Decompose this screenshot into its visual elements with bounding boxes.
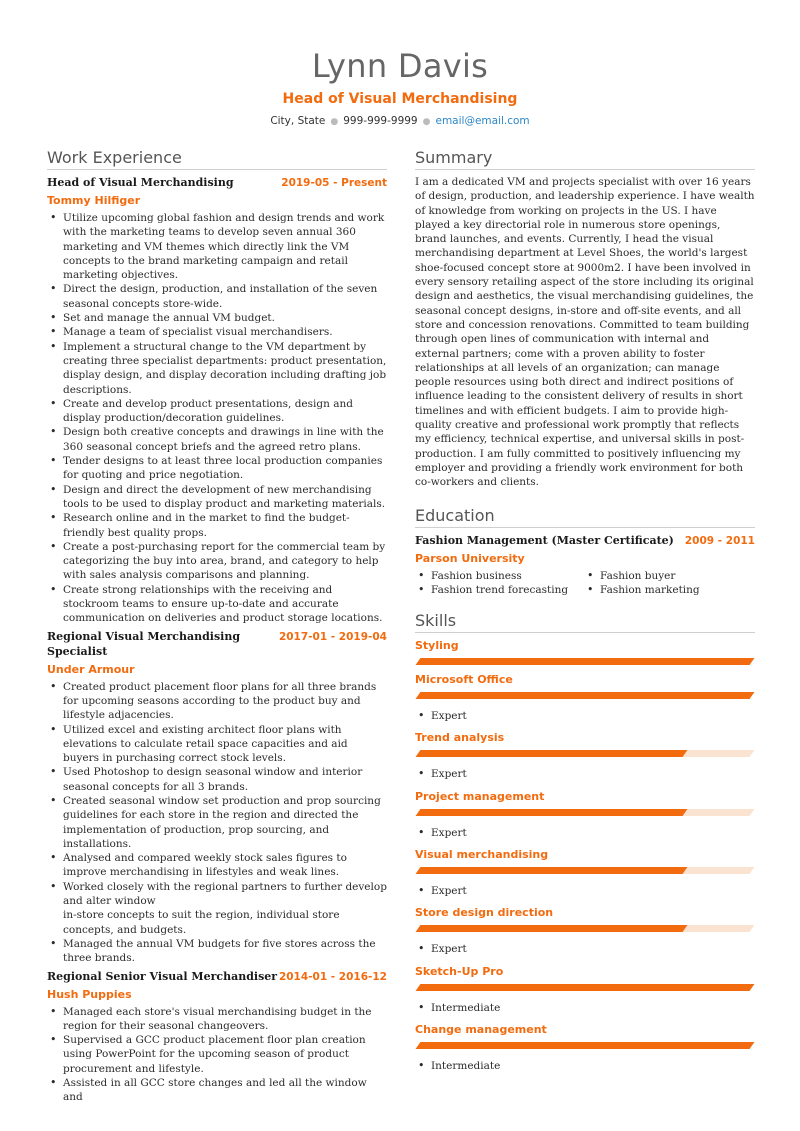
school-name: Parson University <box>415 551 525 565</box>
location: City, State <box>270 115 326 127</box>
bullet-item: • Fashion marketing <box>584 583 753 597</box>
skill-level-bar <box>416 750 755 757</box>
skill-name: Change management <box>415 1022 547 1036</box>
right-column <box>415 148 755 1080</box>
bullet-item: • Fashion buyer <box>584 569 753 583</box>
bullet-item: • Implement a structural change to the VM department by creating three specialist departments: product presentation, display design, and display decoration including drafting job descriptions. <box>47 340 387 397</box>
skill-name: Sketch-Up Pro <box>415 964 504 978</box>
skill-level-bar <box>416 1042 755 1049</box>
bullet-item: • Set and manage the annual VM budget. <box>47 311 387 325</box>
bullet-item: • Research online and in the market to find the budget-friendly best quality props. <box>47 511 387 540</box>
bullet-item: • Manage a team of specialist visual merchandisers. <box>47 325 387 339</box>
skill-list <box>415 638 755 1073</box>
skill-name: Trend analysis <box>415 731 505 745</box>
bullet-item: • Used Photoshop to design seasonal window and interior seasonal concepts for all 3 brands. <box>47 765 387 794</box>
skill-level-label: • Intermediate <box>415 1059 755 1073</box>
skill-item <box>415 1022 755 1073</box>
skill-level-fill <box>416 692 755 699</box>
skill-level-bar <box>416 984 755 991</box>
summary-text: I am a dedicated VM and projects specialist with over 16 years of design, production, and leadership experience. I have wealth of knowledge from working on projects in the US. I have played a key directorial role in numerous store openings, brand launches, and events. Currently, I head the visual merchandising department at Level Shoes, the world's largest shoe-focused concept store at 9000m2. I have been involved in every sensory retailing aspect of the store including its original design and aesthetics, the visual merchandising guidelines, the seasonal concept designs, in-store and off-site events, and all store and concession renovations. Committed to team building through open lines of communication with internal and external partners; come with a proven ability to foster relationships at all levels of an organization; can manage people resources using both direct and indirect positions of influence leading to the consistent delivery of results in short timelines and with efficient budgets. I aim to provide high-quality creative and professional work promptly that reflects my efficiency, technical expertise, and universal skills in post-production. I am fully committed to positively influencing my employer and providing a friendly work environment for both co-workers and clients. <box>415 176 755 489</box>
skill-level-fill <box>416 1042 755 1049</box>
work-experience-heading: Work Experience <box>47 148 387 170</box>
bullet-item: • Managed the annual VM budgets for five stores across the three brands. <box>47 937 387 966</box>
skills-heading: Skills <box>415 611 755 633</box>
bullet-item: • Direct the design, production, and installation of the seven seasonal concepts store-wide. <box>47 282 387 311</box>
skill-level-bar <box>416 867 755 874</box>
left-column <box>47 148 387 1108</box>
skill-level-fill <box>416 984 755 991</box>
education-date: 2009 - 2011 <box>684 534 755 547</box>
skill-level-fill <box>416 867 688 874</box>
bullet-item: • Create a post-purchasing report for the commercial team by categorizing the buy into area, brand, and category to help with sales analysis comparisons and planning. <box>47 540 387 583</box>
skill-item <box>415 730 755 781</box>
job-title: Regional Senior Visual Merchandiser <box>47 969 278 983</box>
skill-level-label: • Expert <box>415 884 755 898</box>
skill-item <box>415 847 755 898</box>
skill-level-fill <box>416 750 688 757</box>
skills-section <box>415 611 755 1073</box>
education-section <box>415 506 755 598</box>
bullet-item: • Managed each store's visual merchandising budget in the region for their seasonal changeovers. <box>47 1005 387 1034</box>
phone: 999-999-9999 <box>343 115 418 127</box>
course-list <box>415 569 755 598</box>
email-link[interactable]: email@email.com <box>435 115 530 127</box>
company-name: Under Armour <box>47 662 135 676</box>
company-name: Tommy Hilfiger <box>47 194 141 207</box>
skill-name: Project management <box>415 789 545 803</box>
resume-header <box>0 46 800 130</box>
bullet-item: • Design and direct the development of new merchandising tools to be used to display product and marketing materials. <box>47 483 387 512</box>
job-date: 2014-01 - 2016-12 <box>278 970 387 983</box>
bullet-item: • Created product placement floor plans for all three brands for upcoming seasons according to the product buy and lifestyle adjacencies. <box>47 680 387 723</box>
job-date: 2019-05 - Present <box>281 177 387 189</box>
bullet-item: • Worked closely with the regional partners to further develop and alter window in-store concepts to suit the region, individual store concepts, and budgets. <box>47 880 387 937</box>
skill-item <box>415 789 755 840</box>
job-title: Head of Visual Merchandising <box>47 176 234 189</box>
skill-name: Styling <box>415 639 459 653</box>
skill-level-bar <box>416 809 755 816</box>
bullet-item: • Fashion trend forecasting <box>415 583 584 597</box>
job-entry <box>47 175 387 626</box>
separator-dot-icon: ● <box>330 117 339 127</box>
skill-name: Visual merchandising <box>415 848 549 862</box>
job-title: Regional Visual Merchandising Specialist <box>47 629 241 658</box>
degree-title: Fashion Management (Master Certificate) <box>415 533 674 547</box>
bullet-item: • Utilized excel and existing architect floor plans with elevations to calculate retail space capacities and aid buyers in purchasing correct stock levels. <box>47 723 387 766</box>
skill-level-fill <box>416 658 755 665</box>
job-date: 2017-01 - 2019-04 <box>278 630 387 643</box>
separator-dot-icon: ● <box>422 117 431 127</box>
skill-item <box>415 638 755 665</box>
skill-level-label: • Expert <box>415 709 755 723</box>
skill-level-label: • Expert <box>415 826 755 840</box>
skill-level-label: • Expert <box>415 767 755 781</box>
contact-line <box>0 113 800 130</box>
skill-level-label: • Expert <box>415 942 755 956</box>
summary-heading: Summary <box>415 148 755 170</box>
skill-level-fill <box>416 925 688 932</box>
job-entry <box>47 629 387 966</box>
job-bullets <box>47 1005 387 1105</box>
skill-item <box>415 672 755 723</box>
skill-name: Store design direction <box>415 906 554 920</box>
skill-name: Microsoft Office <box>415 673 513 687</box>
skill-item <box>415 905 755 956</box>
bullet-item: • Assisted in all GCC store changes and led all the window and <box>47 1076 387 1105</box>
candidate-headline: Head of Visual Merchandising <box>282 91 518 107</box>
bullet-item: • Fashion business <box>415 569 584 583</box>
job-entry <box>47 969 387 1105</box>
bullet-item: • Create strong relationships with the receiving and stockroom teams to ensure up-to-date and accurate communication on deliveries and product storage locations. <box>47 583 387 626</box>
bullet-item: • Created seasonal window set production and prop sourcing guidelines for each store in the region and directed the implementation of production, prop sourcing, and installations. <box>47 794 387 851</box>
bullet-item: • Analysed and compared weekly stock sales figures to improve merchandising in lifestyles and weak lines. <box>47 851 387 880</box>
bullet-item: • Utilize upcoming global fashion and design trends and work with the marketing teams to develop seven annual 360 marketing and VM themes which directly link the VM concepts to the brand marketing campaign and retail marketing objectives. <box>47 211 387 282</box>
skill-level-fill <box>416 809 688 816</box>
education-heading: Education <box>415 506 755 528</box>
skill-level-bar <box>416 925 755 932</box>
skill-level-bar <box>416 658 755 665</box>
skill-item <box>415 964 755 1015</box>
skill-level-label: • Intermediate <box>415 1001 755 1015</box>
bullet-item: • Design both creative concepts and drawings in line with the 360 seasonal concept briefs and the agreed retro plans. <box>47 425 387 454</box>
job-bullets <box>47 680 387 966</box>
candidate-name: Lynn Davis <box>311 47 489 85</box>
job-bullets <box>47 211 387 626</box>
skill-level-bar <box>416 692 755 699</box>
bullet-item: • Tender designs to at least three local production companies for quoting and price negotiation. <box>47 454 387 483</box>
bullet-item: • Supervised a GCC product placement floor plan creation using PowerPoint for the upcoming season of product procurement and lifestyle. <box>47 1033 387 1076</box>
company-name: Hush Puppies <box>47 987 132 1001</box>
bullet-item: • Create and develop product presentations, design and display production/decoration guidelines. <box>47 397 387 426</box>
